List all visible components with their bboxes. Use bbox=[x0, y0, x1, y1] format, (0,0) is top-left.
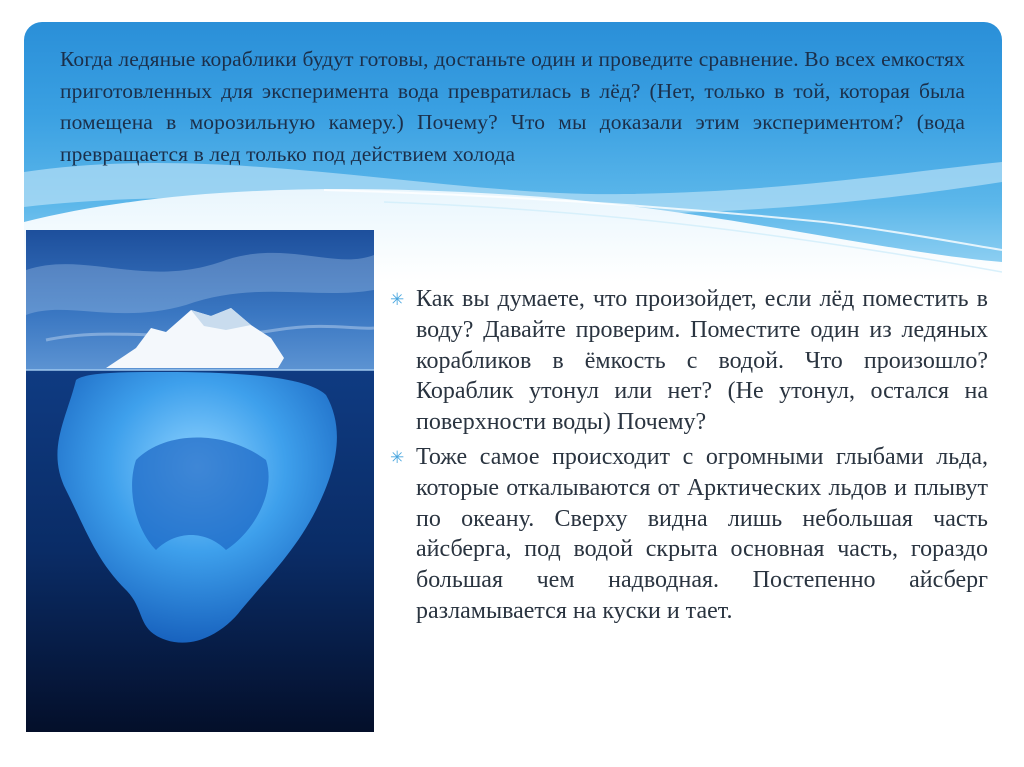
content-bullet-list bbox=[386, 284, 988, 631]
asterisk-bullet-icon: ✳ bbox=[390, 290, 405, 310]
bullet-item bbox=[386, 284, 988, 438]
bullet-item bbox=[386, 442, 988, 627]
iceberg-image bbox=[26, 230, 374, 732]
bullet-text: Тоже самое происходит с огромными глыбами льда, которые откалываются от Арктических льдов и плывут по океану. Сверху видна лишь небольшая часть айсберга, под водой скрыта основная часть, гораздо большая чем надводная. Постепенно айсберг разламывается на куски и тает. bbox=[416, 443, 988, 624]
header-paragraph: Когда ледяные кораблики будут готовы, достаньте один и проведите сравнение. Во всех емкостях приготовленных для эксперимента вода превратилась в лёд? (Нет, только в той, которая была помещена в морозильную камеру.) Почему? Что мы доказали этим экспериментом? (вода превращается в лед только под действием холода bbox=[60, 47, 965, 166]
asterisk-bullet-icon: ✳ bbox=[390, 447, 405, 468]
bullet-text: Как вы думаете, что произойдет, если лёд поместить в воду? Давайте проверим. Поместите один из ледяных корабликов в ёмкость с водой. Что произошло? Кораблик утонул или нет? (Не утонул, остался на поверхности воды) Почему? bbox=[416, 286, 988, 436]
